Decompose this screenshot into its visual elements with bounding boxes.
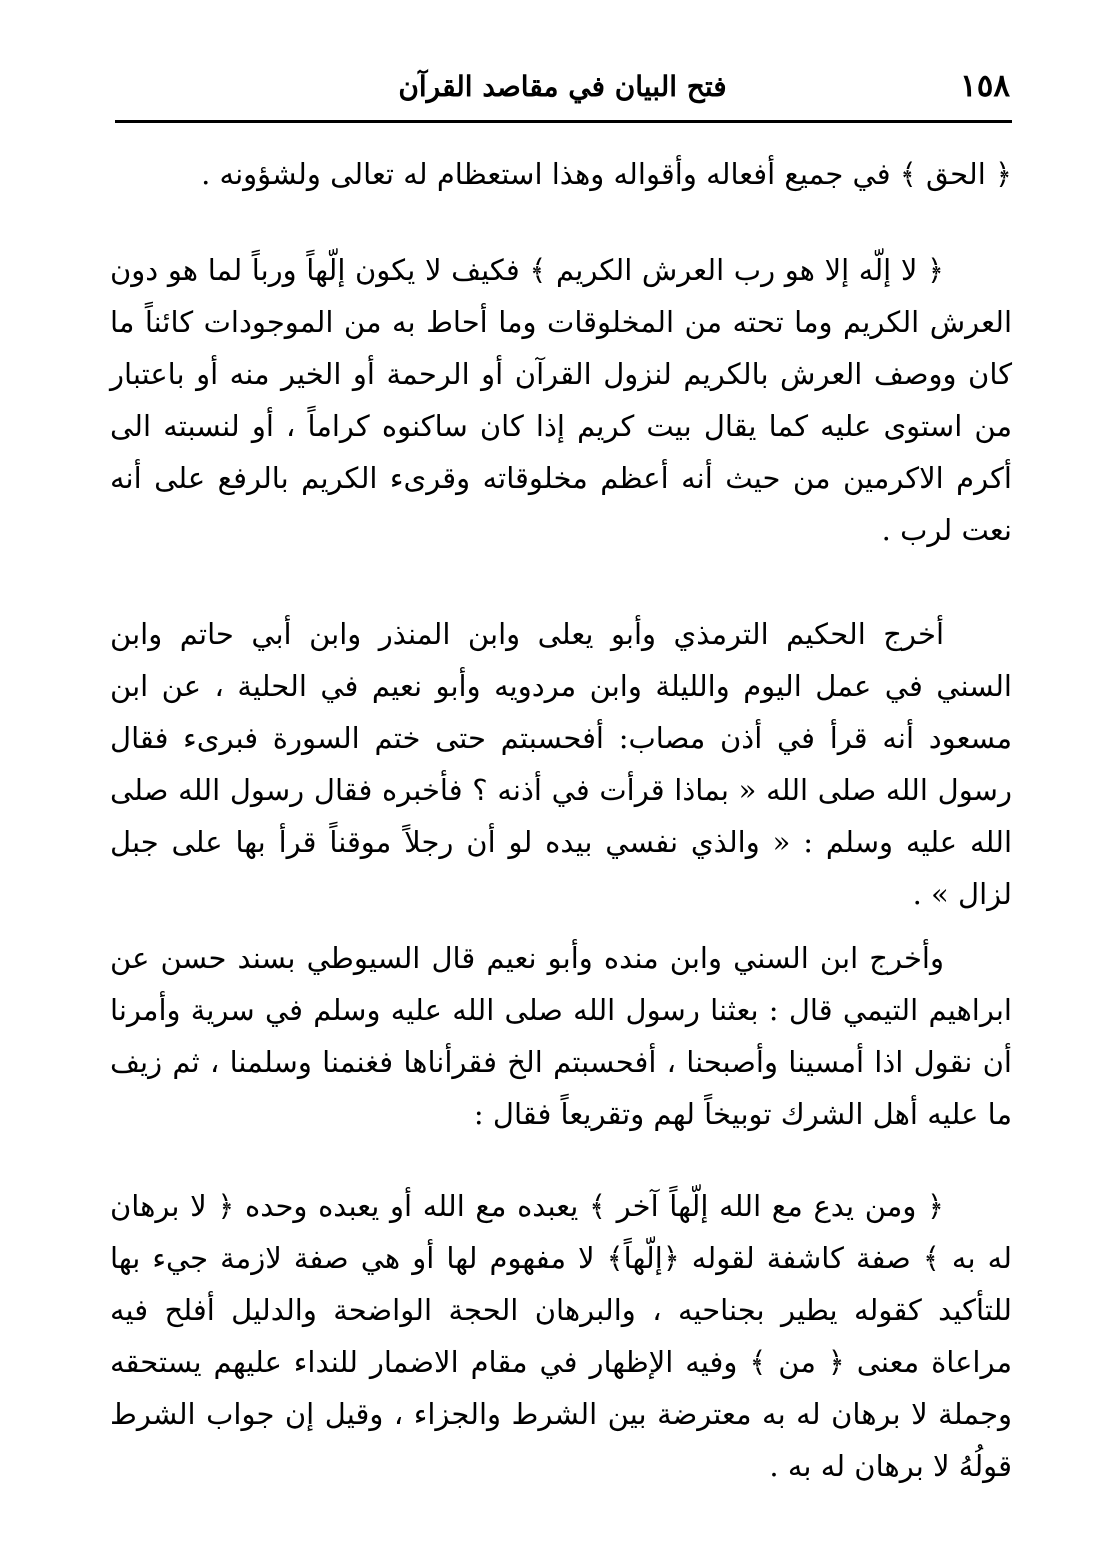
running-title: فتح البيان في مقاصد القرآن	[398, 70, 727, 103]
header-divider	[115, 120, 1012, 123]
paragraph-hadith-ibn-masud: أخرج الحكيم الترمذي وأبو يعلى وابن المنذر وابن أبي حاتم وابن السني في عمل اليوم والليلة وابن مردويه وأبو نعيم في الحلية ، عن ابن مسعود أنه قرأ في أذن مصاب: أفحسبتم حتى ختم السورة فبرىء فقال رسول الله صلى الله « بماذا قرأت في أذنه ؟ فأخبره فقال رسول الله صلى الله عليه وسلم : « والذي نفسي بيده لو أن رجلاً موقناً قرأ بها على جبل لزال » .	[110, 617, 1012, 911]
page-number: ١٥٨	[960, 68, 1010, 104]
paragraph-throne-verse: ﴿ لا إلّه إلا هو رب العرش الكريم ﴾ فكيف لا يكون إلّهاً ورباً لما هو دون العرش الكريم وما تحته من المخلوقات وما أحاط به من الموجودات كائناً ما كان ووصف العرش بالكريم لنزول القرآن أو الرحمة أو الخير منه أو باعتبار من استوى عليه كما يقال بيت كريم إذا كان ساكنوه كراماً ، أو لنسبته الى أكرم الاكرمين من حيث أنه أعظم مخلوقاته وقرىء الكريم بالرفع على أنه نعت لرب .	[110, 253, 1012, 547]
paragraph-hadith-ibrahim-taymi: وأخرج ابن السني وابن منده وأبو نعيم قال السيوطي بسند حسن عن ابراهيم التيمي قال : بعثنا رسول الله صلى الله عليه وسلم في سرية وأمرنا أن نقول اذا أمسينا وأصبحنا ، أفحسبتم الخ فقرأناها فغنمنا وسلمنا ، ثم زيف ما عليه أهل الشرك توبيخاً لهم وتقريعاً فقال :	[110, 941, 1012, 1131]
page-header	[115, 62, 1010, 118]
paragraph-continuation: ﴿ الحق ﴾ في جميع أفعاله وأقواله وهذا استعظام له تعالى ولشؤونه .	[201, 157, 1012, 191]
paragraph-no-proof-verse: ﴿ ومن يدع مع الله إلّهاً آخر ﴾ يعبده مع الله أو يعبده وحده ﴿ لا برهان له به ﴾ صفة كاشفة لقوله ﴿إلّهاً﴾ لا مفهوم لها أو هي صفة لازمة جيء بها للتأكيد كقوله يطير بجناحيه ، والبرهان الحجة الواضحة والدليل أفلح فيه مراعاة معنى ﴿ من ﴾ وفيه الإظهار في مقام الاضمار للنداء عليهم يستحقه وجملة لا برهان له به معترضة بين الشرط والجزاء ، وقيل إن جواب الشرط قولُهُ لا برهان له به .	[110, 1189, 1012, 1483]
